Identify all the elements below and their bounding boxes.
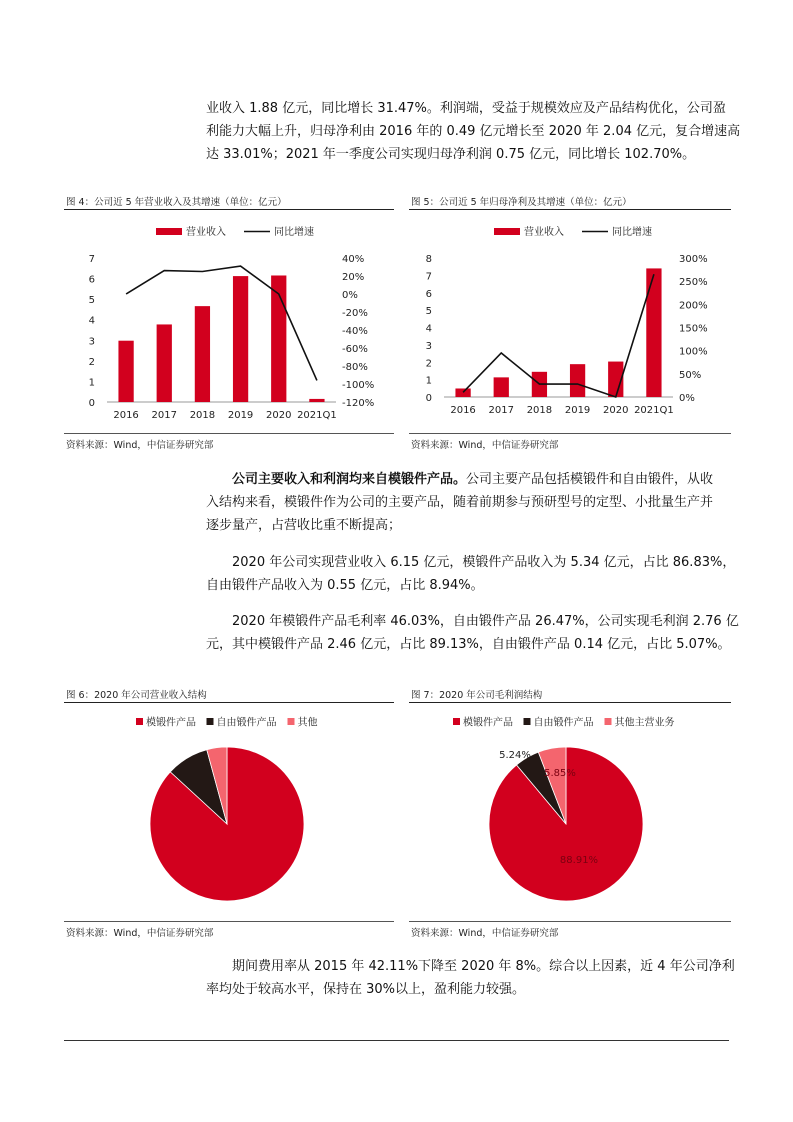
y-left-tick-label: 7 (425, 271, 432, 283)
para4 (206, 610, 739, 656)
pie-data-label: 5.24% (499, 750, 531, 761)
fig6-bottom-rule (64, 921, 394, 922)
y-left-tick-label: 0 (425, 393, 432, 404)
legend-swatch (136, 718, 143, 725)
section2-paragraph (206, 468, 728, 537)
section2-line-1 (206, 468, 728, 491)
fig5-chart (409, 212, 731, 422)
fig7-top-rule (409, 702, 731, 703)
y-left-tick-label: 4 (425, 323, 432, 335)
y-left-tick-label: 1 (88, 377, 95, 389)
para5 (206, 955, 735, 1001)
legend-label-line: 同比增速 (612, 227, 652, 238)
legend-swatch (453, 718, 460, 725)
y-right-tick-label: 200% (679, 300, 708, 312)
fig5-title: 图 5：公司近 5 年归母净利及其增速（单位：亿元） (411, 197, 632, 208)
fig4-title: 图 4：公司近 5 年营业收入及其增速（单位：亿元） (66, 197, 287, 208)
x-tick-label: 2019 (564, 405, 591, 416)
y-left-tick-label: 6 (425, 288, 432, 300)
bar (455, 388, 470, 397)
intro-line-3: 达 33.01%；2021 年一季度公司实现归母净利润 0.75 亿元，同比增长 102.70%。 (206, 147, 696, 162)
x-tick-label: 2019 (227, 410, 254, 421)
bar (195, 306, 210, 402)
para3 (206, 551, 736, 597)
bar (646, 268, 661, 397)
footer-rule (64, 1040, 729, 1041)
y-right-tick-label: -60% (342, 344, 368, 355)
x-tick-label: 2017 (151, 410, 177, 421)
para5-line-2: 率均处于较高水平，保持在 30%以上，盈利能力较强。 (206, 982, 526, 997)
y-left-tick-label: 2 (88, 356, 95, 368)
fig6-title: 图 6：2020 年公司营业收入结构 (66, 690, 207, 701)
legend-label: 模锻件产品 (146, 717, 196, 729)
fig7-bottom-rule (409, 921, 731, 922)
para3-line-2: 自由锻件产品收入为 0.55 亿元，占比 8.94%。 (206, 578, 484, 593)
pie-data-label: 88.91% (559, 855, 599, 866)
para4-line-1: 2020 年模锻件产品毛利率 46.03%，自由锻件产品 26.47%，公司实现毛利润 2.76 亿 (232, 614, 739, 629)
y-left-tick-label: 5 (425, 306, 432, 318)
x-tick-label: 2020 (266, 410, 292, 421)
x-tick-label: 2016 (113, 410, 139, 421)
y-right-tick-label: 40% (342, 254, 365, 265)
x-tick-label: 2018 (526, 405, 553, 416)
legend-label: 模锻件产品 (463, 717, 513, 729)
x-tick-label: 2021Q1 (634, 405, 674, 416)
fig6-source: 资料来源：Wind，中信证券研究部 (66, 928, 214, 939)
legend-label: 其他主营业务 (614, 717, 675, 729)
legend-label-bar: 营业收入 (186, 227, 226, 238)
fig5-bottom-rule (409, 433, 731, 434)
section2-line-2: 入结构来看，模锻件作为公司的主要产品，随着前期参与预研型号的定型、小批量生产并 (206, 495, 714, 510)
legend-label: 其他 (297, 717, 318, 729)
y-right-tick-label: -20% (342, 308, 368, 319)
legend-swatch (524, 718, 531, 725)
fig6-top-rule (64, 702, 394, 703)
bar (118, 341, 133, 402)
legend-label: 自由锻件产品 (216, 717, 277, 729)
y-right-tick-label: -100% (342, 380, 375, 391)
y-left-tick-label: 4 (88, 315, 95, 327)
y-right-tick-label: -120% (342, 398, 375, 409)
intro-line-2: 利能力大幅上升，归母净利由 2016 年的 0.49 亿元增长至 2020 年 2.04 亿元，复合增速高 (206, 124, 741, 139)
x-tick-label: 2017 (488, 405, 514, 416)
x-tick-label: 2016 (450, 405, 476, 416)
legend-label: 自由锻件产品 (533, 717, 594, 729)
para3-line-1: 2020 年公司实现营业收入 6.15 亿元，模锻件产品收入为 5.34 亿元，占比 86.83%， (232, 555, 736, 570)
bar (309, 399, 324, 402)
section2-first-rest: 公司主要产品包括模锻件和自由锻件，从收 (466, 472, 714, 487)
y-left-tick-label: 5 (88, 295, 95, 307)
y-left-tick-label: 2 (425, 358, 432, 370)
legend-swatch-bar (494, 228, 520, 235)
fig4-source: 资料来源：Wind，中信证券研究部 (66, 440, 214, 451)
legend-label-line: 同比增速 (274, 227, 314, 238)
fig7-chart (409, 706, 731, 916)
y-right-tick-label: 150% (679, 323, 708, 335)
x-tick-label: 2020 (603, 405, 629, 416)
y-left-tick-label: 3 (88, 336, 95, 348)
x-tick-label: 2018 (189, 410, 216, 421)
legend-swatch (288, 718, 295, 725)
intro-paragraph (206, 97, 741, 166)
fig7-title: 图 7：2020 年公司毛利润结构 (411, 690, 543, 701)
y-right-tick-label: 100% (679, 346, 708, 358)
growth-line (463, 274, 654, 397)
y-left-tick-label: 1 (425, 375, 432, 387)
y-right-tick-label: 300% (679, 254, 708, 265)
y-right-tick-label: -80% (342, 362, 368, 373)
y-left-tick-label: 3 (425, 340, 432, 352)
y-left-tick-label: 7 (88, 254, 95, 265)
section2-line-3: 逐步量产，占营收比重不断提高； (206, 518, 402, 533)
y-right-tick-label: -40% (342, 326, 368, 337)
fig4-chart (64, 212, 394, 422)
legend-swatch (605, 718, 612, 725)
section2-heading: 公司主要收入和利润均来自模锻件产品。 (232, 472, 467, 487)
x-tick-label: 2021Q1 (297, 410, 337, 421)
legend-swatch-bar (156, 228, 182, 235)
y-right-tick-label: 50% (679, 369, 702, 381)
intro-line-1: 业收入 1.88 亿元，同比增长 31.47%。利润端，受益于规模效应及产品结构优化，公司盈 (206, 101, 726, 116)
legend-label-bar: 营业收入 (524, 227, 564, 238)
bar (494, 377, 509, 397)
fig4-bottom-rule (64, 433, 394, 434)
y-right-tick-label: 0% (679, 393, 695, 404)
y-right-tick-label: 250% (679, 277, 708, 289)
y-left-tick-label: 6 (88, 274, 95, 286)
y-left-tick-label: 0 (88, 398, 95, 409)
growth-line (126, 266, 317, 380)
pie-data-label: 5.85% (544, 768, 576, 779)
para5-line-1: 期间费用率从 2015 年 42.11%下降至 2020 年 8%。综合以上因素，近 4 年公司净利 (232, 959, 735, 974)
fig4-top-rule (64, 209, 394, 210)
bar (233, 276, 248, 402)
fig6-chart (64, 706, 394, 916)
bar (157, 324, 172, 402)
bar (570, 364, 585, 397)
y-right-tick-label: 0% (342, 290, 358, 301)
y-left-tick-label: 8 (425, 254, 432, 265)
para4-line-2: 元，其中模锻件产品 2.46 亿元，占比 89.13%，自由锻件产品 0.14 亿元，占比 5.07%。 (206, 637, 731, 652)
fig5-source: 资料来源：Wind，中信证券研究部 (411, 440, 559, 451)
legend-swatch (207, 718, 214, 725)
fig5-top-rule (409, 209, 731, 210)
y-right-tick-label: 20% (342, 272, 365, 283)
fig7-source: 资料来源：Wind，中信证券研究部 (411, 928, 559, 939)
